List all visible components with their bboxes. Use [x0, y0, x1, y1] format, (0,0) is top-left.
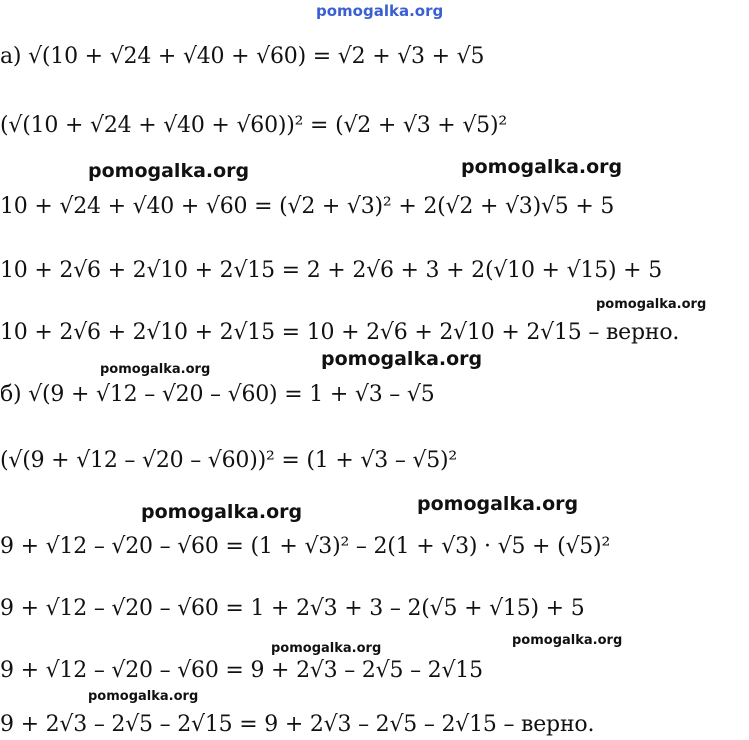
watermark-mark-5: pomogalka.org — [321, 348, 483, 370]
equation-line-1: а) √(10 + √24 + √40 + √60) = √2 + √3 + √5 — [0, 44, 485, 69]
watermark-mark-10: pomogalka.org — [88, 689, 199, 704]
equation-line-4: 10 + 2√6 + 2√10 + 2√15 = 2 + 2√6 + 3 + 2(√10 + √15) + 5 — [0, 258, 662, 283]
equation-line-10: 9 + √12 – √20 – √60 = 9 + 2√3 – 2√5 – 2√15 — [0, 658, 483, 683]
equation-line-8: 9 + √12 – √20 – √60 = (1 + √3)² – 2(1 + √3) · √5 + (√5)² — [0, 534, 611, 559]
watermark-mark-8: pomogalka.org — [512, 633, 623, 648]
equation-line-5: 10 + 2√6 + 2√10 + 2√15 = 10 + 2√6 + 2√10 + 2√15 – верно. — [0, 320, 680, 345]
equation-line-7: (√(9 + √12 – √20 – √60))² = (1 + √3 – √5)² — [0, 448, 458, 473]
equation-line-11: 9 + 2√3 – 2√5 – 2√15 = 9 + 2√3 – 2√5 – 2√15 – верно. — [0, 712, 595, 737]
equation-line-3: 10 + √24 + √40 + √60 = (√2 + √3)² + 2(√2 + √3)√5 + 5 — [0, 194, 615, 219]
watermark-mark-9: pomogalka.org — [271, 641, 382, 656]
watermark-mark-1: pomogalka.org — [88, 160, 250, 182]
watermark-mark-2: pomogalka.org — [461, 156, 623, 178]
watermark-mark-4: pomogalka.org — [100, 362, 211, 377]
equation-line-9: 9 + √12 – √20 – √60 = 1 + 2√3 + 3 – 2(√5 + √15) + 5 — [0, 596, 585, 621]
watermark-top: pomogalka.org — [316, 2, 444, 20]
watermark-mark-7: pomogalka.org — [141, 501, 303, 523]
watermark-mark-3: pomogalka.org — [596, 297, 707, 312]
equation-line-6: б) √(9 + √12 – √20 – √60) = 1 + √3 – √5 — [0, 382, 435, 407]
watermark-mark-6: pomogalka.org — [417, 493, 579, 515]
equation-line-2: (√(10 + √24 + √40 + √60))² = (√2 + √3 + √5)² — [0, 113, 507, 138]
